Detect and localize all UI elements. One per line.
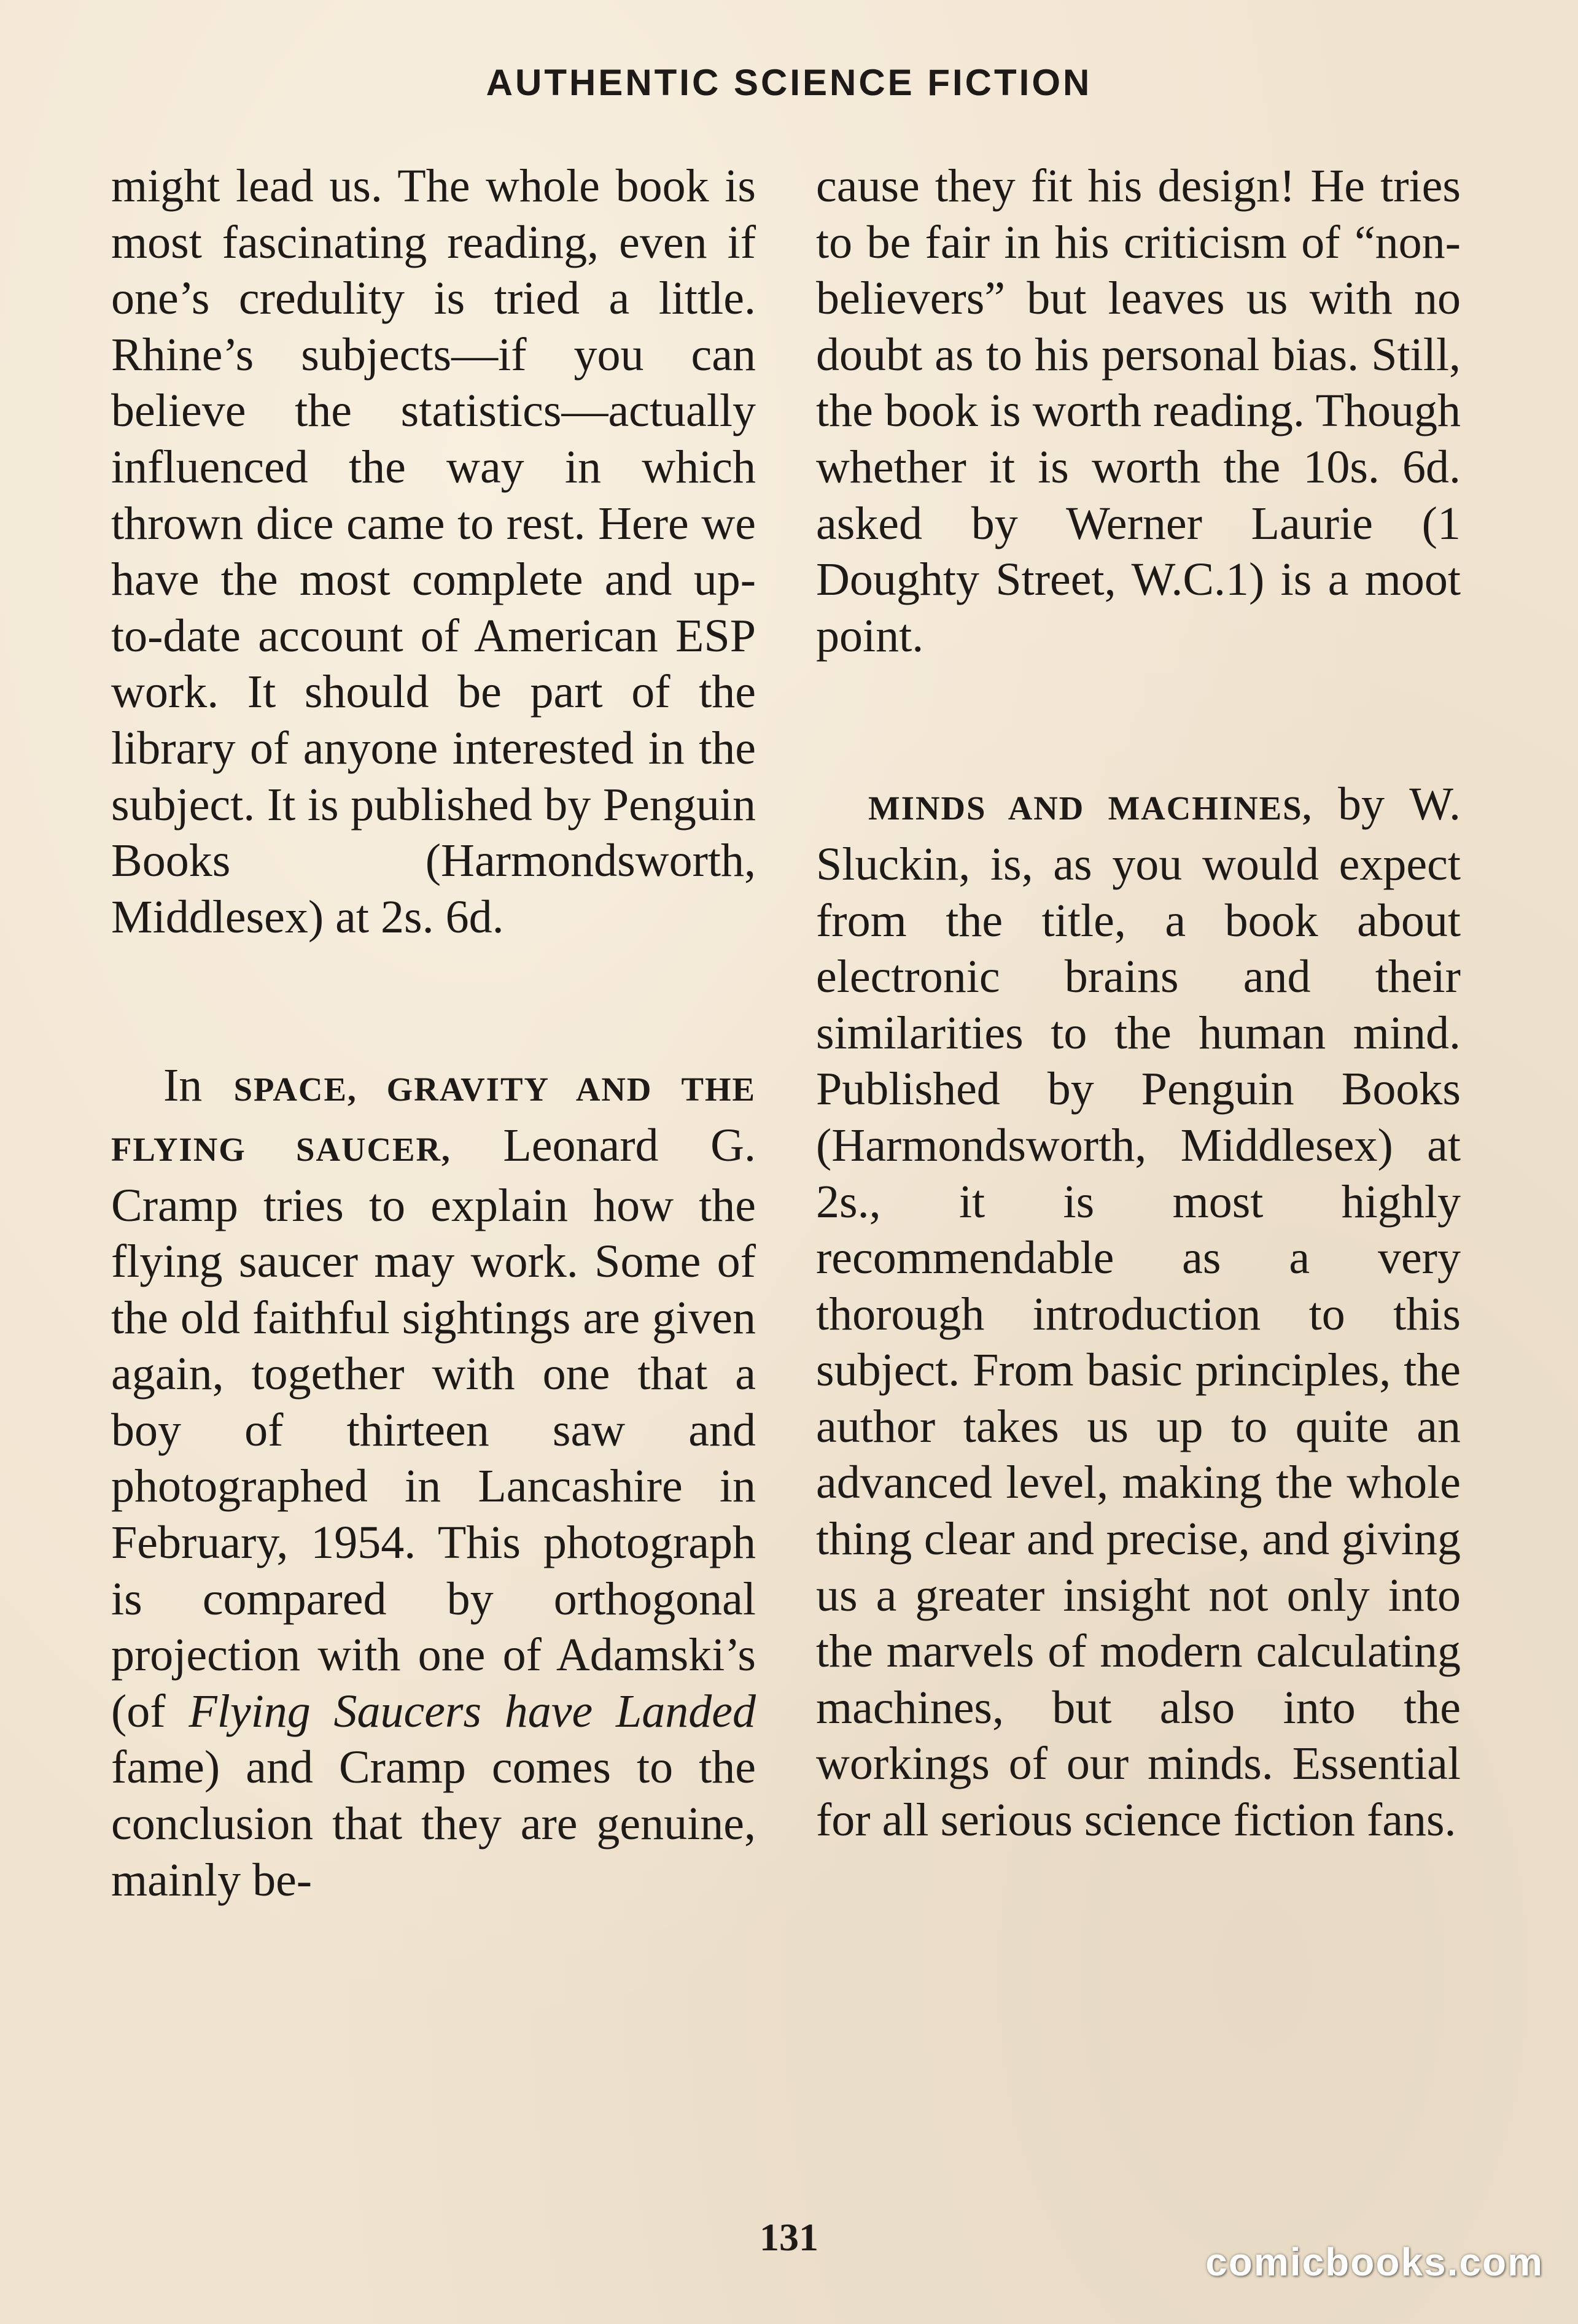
watermark: comicbooks.com: [1205, 2240, 1544, 2284]
right-paragraph-1: cause they fit his design! He tries to be fair in his criticism of “non-believers” but leaves us with no doubt as to his personal bias. Still, the book is worth reading. Though whether it is worth the 10s. 6d. asked by Werner Laurie (1 Doughty Street, W.C.1) is a moot point.: [816, 160, 1461, 662]
left-column: [111, 158, 756, 1908]
right-paragraph-2: [816, 777, 1461, 1848]
page-number: 131: [760, 2215, 818, 2259]
paragraph-gap: [816, 664, 1461, 777]
right-column: [816, 158, 1461, 1849]
left-paragraph-1: might lead us. The whole book is most fascinating reading, even if one’s credulity is tried a little. Rhine’s subjects—if you can believe the statistics—actually influenced the way in which thrown dice came to rest. Here we have the most complete and up-to-date account of American ESP work. It should be part of the library of anyone interested in the subject. It is published by Penguin Books (Harmondsworth, Middlesex) at 2s. 6d.: [111, 160, 756, 943]
book-title-space-gravity: SPACE, GRAVITY AND THE FLYING SAUCER,: [111, 1071, 756, 1168]
left-paragraph-2: [111, 1058, 756, 1908]
running-head: AUTHENTIC SCIENCE FICTION: [486, 62, 1092, 103]
left-paragraph-2-text-a: Leonard G. Cramp tries to explain how the flying saucer may work. Some of the old faithful sightings are given again, together with one that a boy of thirteen saw and photographed in Lancashire in February, 1954. This photograph is compared by orthogonal projection with one of Adamski’s (of: [111, 1119, 756, 1737]
left-paragraph-2-text-b: fame) and Cramp comes to the conclusion that they are genuine, mainly be-: [111, 1741, 756, 1906]
right-paragraph-2-text: by W. Sluckin, is, as you would expect from the title, a book about electronic brains and their similarities to the human mind. Published by Penguin Books (Harmondsworth, Middlesex) at 2s., it is most highly recommendable as a very thorough introduction to this subject. From basic principles, the author takes us up to quite an advanced level, making the whole thing clear and precise, and giving us a greater insight not only into the marvels of modern calculating machines, but also into the workings of our minds. Essential for all serious science fiction fans.: [816, 778, 1461, 1846]
book-title-minds-and-machines: MINDS AND MACHINES,: [868, 789, 1313, 827]
paragraph-gap: [111, 945, 756, 1058]
book-title-flying-saucers-have-landed: Flying Saucers have Landed: [189, 1685, 756, 1737]
para-lead-word: In: [163, 1059, 203, 1112]
